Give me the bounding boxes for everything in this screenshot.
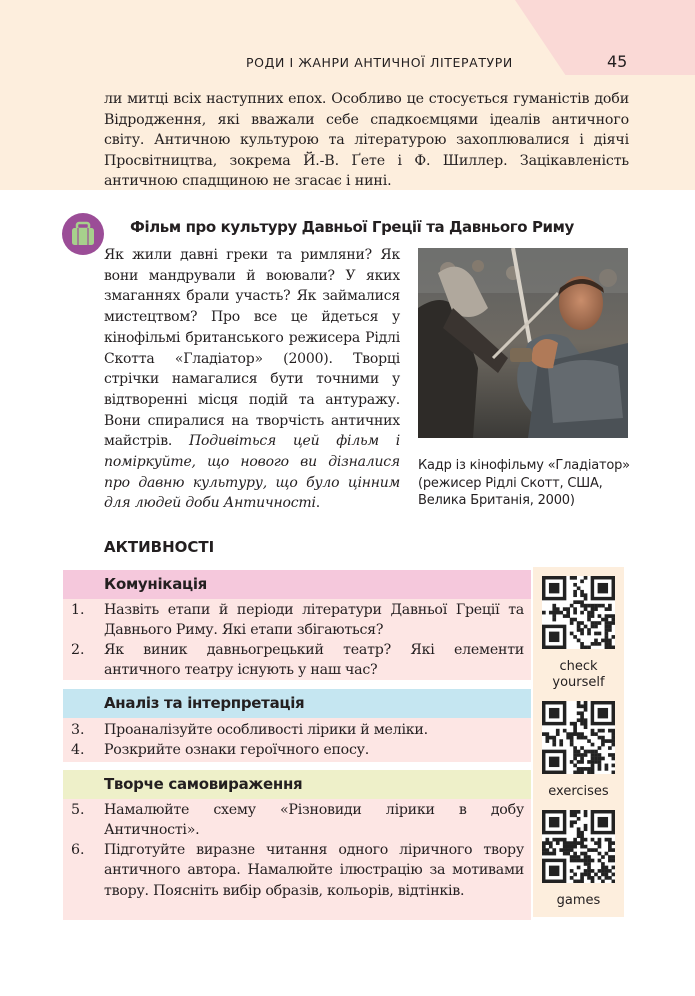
film-task-text: Подивіться цей фільм і поміркуйте, що нового ви дізналися про давню культуру, що було цінним для людей доби Античності [104, 433, 400, 512]
qr-label-games: games [556, 893, 601, 908]
list-item [63, 720, 531, 740]
item-text: Намалюйте схему «Різновиди лірики в добу Античності». [104, 802, 524, 839]
list-item [63, 840, 531, 922]
activities-title: АКТИВНОСТІ [104, 538, 215, 556]
qr-code-check-yourself[interactable] [542, 576, 615, 649]
qr-code-games[interactable] [542, 810, 615, 883]
page-number: 45 [607, 52, 628, 71]
item-number: 2. [71, 642, 85, 658]
item-text: Назвіть етапи й періоди літератури Давньої Греції та Давнього Риму. Які етапи збігаються? [104, 602, 524, 639]
film-task-end: . [315, 495, 321, 512]
qr-label-exercises: exercises [548, 784, 609, 799]
film-section-title: Фільм про культуру Давньої Греції та Давнього Риму [130, 218, 574, 236]
section-header-communication: Комунікація [63, 570, 531, 599]
section-body-creative [63, 799, 531, 920]
item-number: 3. [71, 722, 85, 738]
item-number: 5. [71, 802, 85, 818]
film-text: Як жили давні греки та римляни? Як вони мандрували й воювали? У яких змаганнях брали участь? Як займалися мистецтвом? Про все це йдеться у кінофільмі британського режисера Рідлі Скотта «Гладіатор» (2000). Творці стрічки намагалися бути точними у відтворенні місця подій та антуражу. Вони спиралися на творчість античних майстрів. [104, 247, 400, 450]
section-body-analysis [63, 718, 531, 762]
qr-code-exercises[interactable] [542, 701, 615, 774]
list-item [63, 640, 531, 681]
qr-code-strip [533, 567, 624, 917]
item-text: Підготуйте виразне читання одного ліричного твору античного автора. Намалюйте ілюстрацію за мотивами твору. Поясніть вибір образів, кольорів, відтінків. [104, 842, 524, 899]
film-case-icon [62, 213, 104, 255]
list-item [63, 600, 531, 641]
film-paragraph [104, 245, 400, 514]
list-item [63, 800, 531, 841]
item-text: Розкрийте ознаки героїчного епосу. [104, 742, 370, 758]
image-caption: Кадр із кінофільму «Гладіатор» (режисер Рідлі Скотт, США, Велика Британія, 2000) [418, 458, 630, 508]
item-number: 4. [71, 742, 85, 758]
list-item [63, 740, 531, 760]
item-text: Як виник давньогрецький театр? Які елементи античного театру існують у наш час? [104, 642, 524, 679]
item-text: Проаналізуйте особливості лірики й меліки. [104, 722, 428, 738]
gladiator-still-image [418, 248, 628, 438]
section-header-creative: Творче самовираження [63, 770, 531, 799]
intro-paragraph: ли митці всіх наступних епох. Особливо це стосується гуманістів доби Відродження, які вважали себе спадкоємцями ідеалів античного світу. Античною культурою та літературою захоплювалися і діячі Просвітництва, зокрема Й.-В. Ґете і Ф. Шиллер. Зацікавленість античною спадщиною не згасає і нині. [104, 91, 629, 189]
section-header-analysis: Аналіз та інтерпретація [63, 689, 531, 718]
item-number: 6. [71, 842, 85, 858]
running-head: РОДИ І ЖАНРИ АНТИЧНОЇ ЛІТЕРАТУРИ [246, 55, 513, 70]
qr-label-check-yourself: check yourself [552, 659, 605, 690]
item-number: 1. [71, 602, 85, 618]
section-body-communication [63, 599, 531, 680]
